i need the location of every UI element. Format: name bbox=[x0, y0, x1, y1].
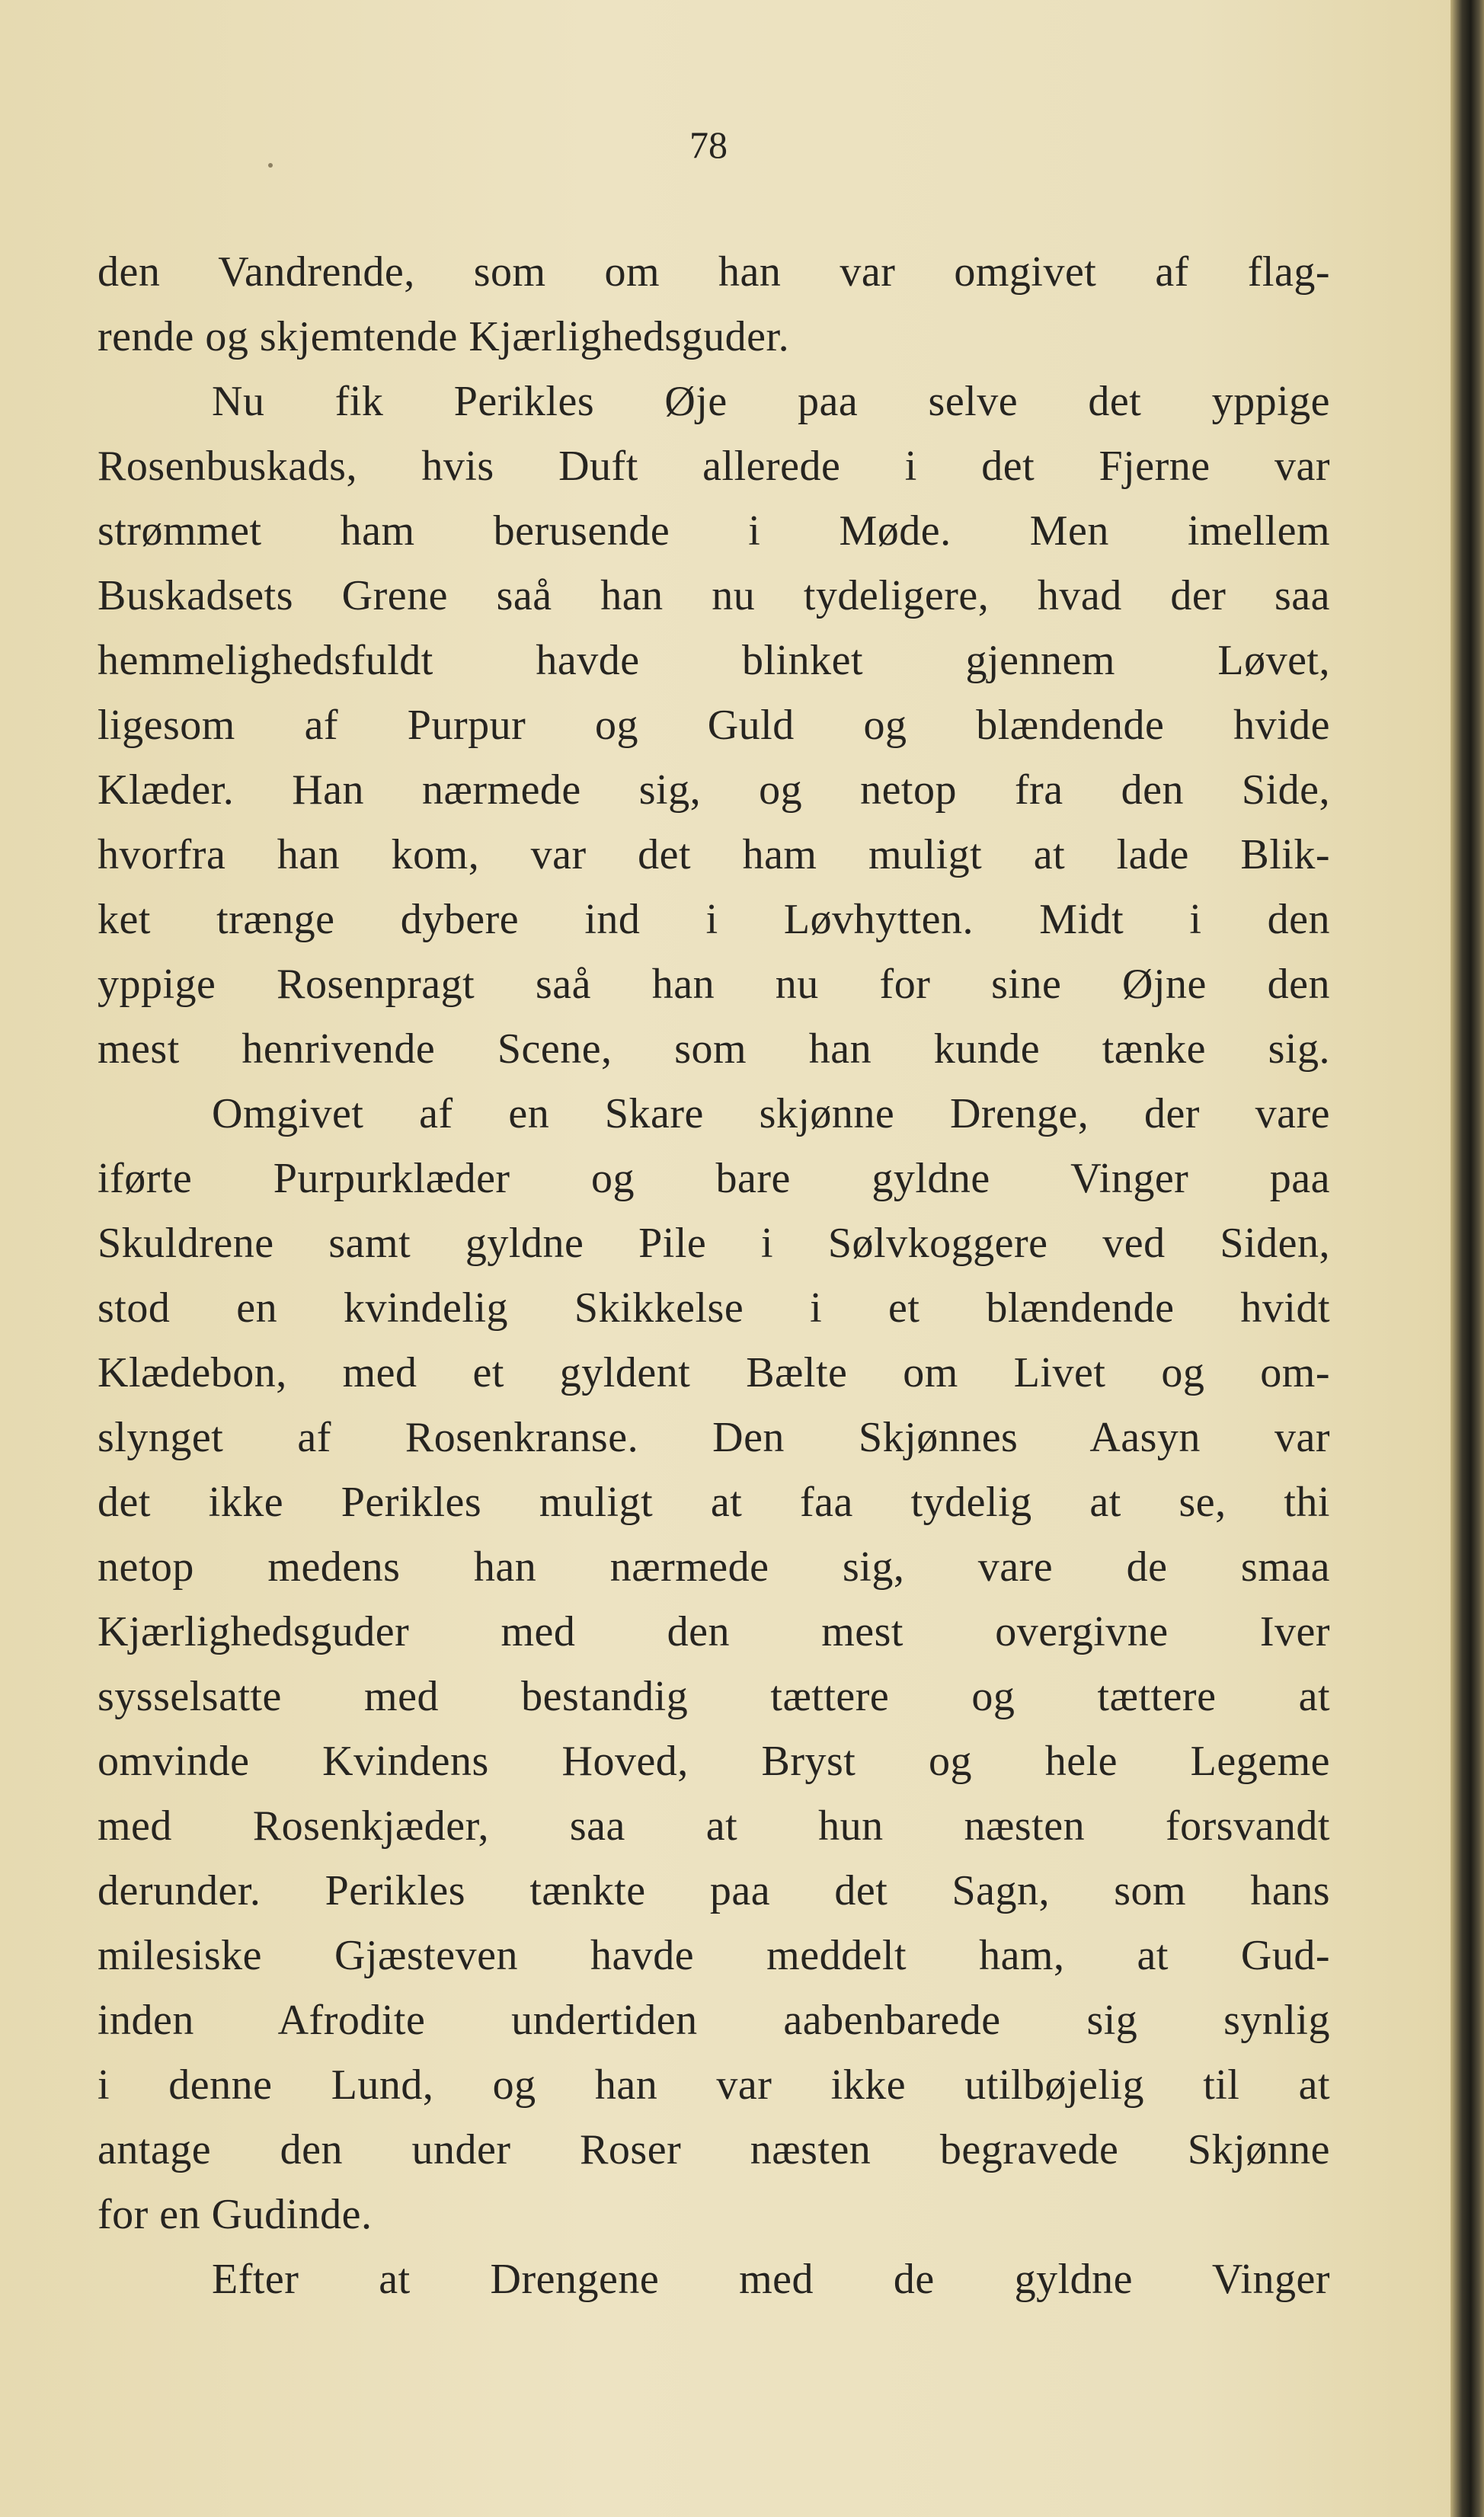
text-line: inden Afrodite undertiden aabenbarede sig synlig bbox=[98, 1997, 1330, 2044]
text-line: rende og skjemtende Kjærlighedsguder. bbox=[98, 313, 790, 360]
text-line: mest henrivende Scene, som han kunde tænke sig. bbox=[98, 1025, 1330, 1073]
text-line: Kjærlighedsguder med den mest overgivne Iver bbox=[98, 1608, 1330, 1655]
text-line: yppige Rosenpragt saå han nu for sine Øjne den bbox=[98, 961, 1330, 1008]
text-line: Klæder. Han nærmede sig, og netop fra den Side, bbox=[98, 766, 1330, 814]
text-line: Omgivet af en Skare skjønne Drenge, der vare bbox=[212, 1090, 1330, 1137]
text-line: for en Gudinde. bbox=[98, 2191, 373, 2238]
text-line: netop medens han nærmede sig, vare de smaa bbox=[98, 1543, 1330, 1591]
text-line: hvorfra han kom, var det ham muligt at lade Blik- bbox=[98, 831, 1330, 878]
text-line: ligesom af Purpur og Guld og blændende hvide bbox=[98, 702, 1330, 749]
text-line: Rosenbuskads, hvis Duft allerede i det Fjerne var bbox=[98, 443, 1330, 490]
page-edge-shadow bbox=[1450, 0, 1484, 2517]
text-line: slynget af Rosenkranse. Den Skjønnes Aasyn var bbox=[98, 1414, 1330, 1461]
text-line: Buskadsets Grene saå han nu tydeligere, hvad der saa bbox=[98, 572, 1330, 619]
text-line: ket trænge dybere ind i Løvhytten. Midt i den bbox=[98, 896, 1330, 943]
text-line: Skuldrene samt gyldne Pile i Sølvkoggere ved Siden, bbox=[98, 1220, 1330, 1267]
text-line: milesiske Gjæsteven havde meddelt ham, at Gud- bbox=[98, 1932, 1330, 1979]
text-line: med Rosenkjæder, saa at hun næsten forsvandt bbox=[98, 1802, 1330, 1850]
text-line: Efter at Drengene med de gyldne Vinger bbox=[212, 2256, 1330, 2303]
text-line: stod en kvindelig Skikkelse i et blændende hvidt bbox=[98, 1284, 1330, 1332]
text-line: det ikke Perikles muligt at faa tydelig at se, thi bbox=[98, 1479, 1330, 1526]
text-line: i denne Lund, og han var ikke utilbøjelig til at bbox=[98, 2061, 1330, 2109]
text-line: strømmet ham berusende i Møde. Men imellem bbox=[98, 507, 1330, 555]
text-line: Nu fik Perikles Øje paa selve det yppige bbox=[212, 378, 1330, 425]
text-line: omvinde Kvindens Hoved, Bryst og hele Legeme bbox=[98, 1738, 1330, 1785]
text-line: Klædebon, med et gyldent Bælte om Livet og om- bbox=[98, 1349, 1330, 1396]
text-line: antage den under Roser næsten begravede Skjønne bbox=[98, 2126, 1330, 2173]
text-line: derunder. Perikles tænkte paa det Sagn, som hans bbox=[98, 1867, 1330, 1914]
text-line: hemmelighedsfuldt havde blinket gjennem Løvet, bbox=[98, 637, 1330, 684]
page-number: 78 bbox=[689, 123, 728, 166]
text-line: sysselsatte med bestandig tættere og tættere at bbox=[98, 1673, 1330, 1720]
body-text bbox=[98, 240, 1330, 2312]
text-line: den Vandrende, som om han var omgivet af flag- bbox=[98, 248, 1330, 296]
text-line: iførte Purpurklæder og bare gyldne Vinger paa bbox=[98, 1155, 1330, 1202]
